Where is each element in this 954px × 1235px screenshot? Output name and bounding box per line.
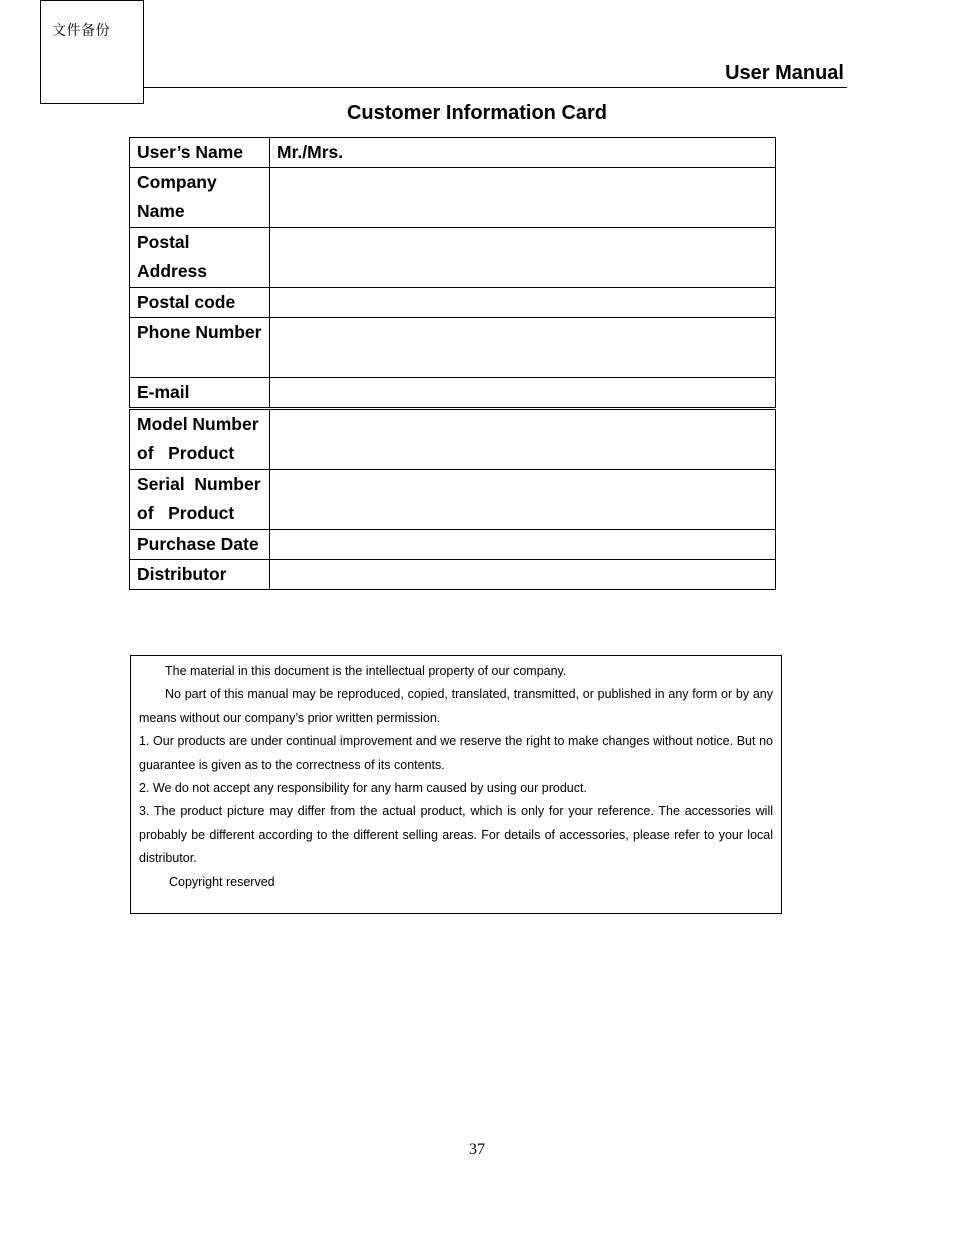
table-row — [130, 318, 776, 378]
notice-intro-ownership: The material in this document is the intellectual property of our company. — [165, 664, 567, 678]
table-row — [130, 530, 776, 560]
row-value-purchase-date[interactable] — [270, 530, 776, 560]
row-value-users-name[interactable]: Mr./Mrs. — [270, 138, 776, 168]
row-label-purchase-date: Purchase Date — [130, 530, 270, 560]
copyright-notice-box — [130, 655, 782, 914]
file-backup-stamp-box — [40, 0, 144, 104]
row-value-model-number[interactable] — [270, 409, 776, 470]
row-label-distributor: Distributor — [130, 560, 270, 590]
customer-info-table — [129, 137, 776, 590]
table-row — [130, 409, 776, 470]
card-title: Customer Information Card — [346, 102, 608, 124]
row-label-serial-number: Serial Number of Product — [130, 470, 270, 530]
row-label-email: E-mail — [130, 378, 270, 409]
row-value-company-name[interactable] — [270, 168, 776, 228]
table-row — [130, 168, 776, 228]
notice-copyright: Copyright reserved — [169, 874, 275, 889]
table-row — [130, 288, 776, 318]
row-value-postal-address[interactable] — [270, 228, 776, 288]
row-value-phone-number[interactable] — [270, 318, 776, 378]
row-value-serial-number[interactable] — [270, 470, 776, 530]
row-value-distributor[interactable] — [270, 560, 776, 590]
notice-item-3: 3. The product picture may differ from the actual product, which is only for your reference. The accessories will probably be different according to the different selling areas. For details of accessories, please refer to your local distributor. — [139, 804, 773, 866]
table-row — [130, 228, 776, 288]
table-row — [130, 378, 776, 409]
table-row — [130, 560, 776, 590]
row-value-email[interactable] — [270, 378, 776, 409]
header-rule — [144, 87, 847, 88]
notice-item-1: 1. Our products are under continual improvement and we reserve the right to make changes without notice. But no guarantee is given as to the correctness of its contents. — [139, 734, 773, 772]
row-label-postal-address: Postal Address — [130, 228, 270, 288]
table-row — [130, 138, 776, 168]
notice-item-2: 2. We do not accept any responsibility for any harm caused by using our product. — [139, 781, 587, 796]
table-row — [130, 470, 776, 530]
file-backup-stamp-text: 文件备份 — [52, 23, 110, 39]
header-title: User Manual — [725, 62, 844, 84]
row-label-phone-number: Phone Number — [130, 318, 270, 378]
notice-intro-reproduction: No part of this manual may be reproduced, copied, translated, transmitted, or published in any form or by any means without our company’s prior written permission. — [139, 687, 773, 725]
page-number: 37 — [469, 1141, 485, 1158]
row-value-postal-code[interactable] — [270, 288, 776, 318]
row-label-company-name: Company Name — [130, 168, 270, 228]
row-label-postal-code: Postal code — [130, 288, 270, 318]
row-label-users-name: User’s Name — [130, 138, 270, 168]
row-label-model-number: Model Number of Product — [130, 409, 270, 470]
